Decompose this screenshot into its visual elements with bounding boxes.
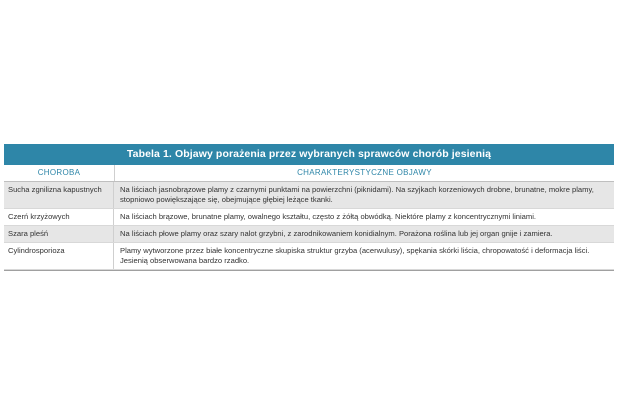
- table-bottom-rule: [4, 270, 614, 271]
- row-disease: Szara pleśń: [4, 226, 114, 242]
- table-row: [4, 226, 614, 243]
- table-row: [4, 182, 614, 209]
- table-row: [4, 209, 614, 226]
- row-symptoms: Na liściach płowe plamy oraz szary nalot grzybni, z zarodnikowaniem konidialnym. Porażona roślina lub jej organ gnije i zamiera.: [120, 229, 553, 238]
- row-symptoms: Plamy wytworzone przez białe koncentryczne skupiska struktur grzyba (acerwulusy), spękania skórki liścia, chropowatość i deformacja liści. Jesienią obserwowana bardzo rzadko.: [120, 246, 590, 265]
- row-disease: Sucha zgnilizna kapustnych: [4, 182, 114, 208]
- symptoms-table: [4, 144, 614, 271]
- header-symptoms: CHARAKTERYSTYCZNE OBJAWY: [297, 168, 432, 177]
- table-title: Tabela 1. Objawy porażenia przez wybranych sprawców chorób jesienią: [4, 144, 614, 165]
- table-header: [4, 165, 614, 182]
- row-symptoms: Na liściach brązowe, brunatne plamy, owalnego kształtu, często z żółtą obwódką. Niektóre plamy z koncentrycznymi liniami.: [120, 212, 537, 221]
- table-row: [4, 243, 614, 270]
- header-disease: CHOROBA: [4, 165, 115, 181]
- row-disease: Cylindrosporioza: [4, 243, 114, 269]
- row-symptoms: Na liściach jasnobrązowe plamy z czarnymi punktami na powierzchni (piknidami). Na szyjkach korzeniowych drobne, brunatne, mokre plamy, stopniowo powiększające się, obejmujące głębiej leżące tkanki.: [120, 185, 594, 204]
- row-disease: Czerń krzyżowych: [4, 209, 114, 225]
